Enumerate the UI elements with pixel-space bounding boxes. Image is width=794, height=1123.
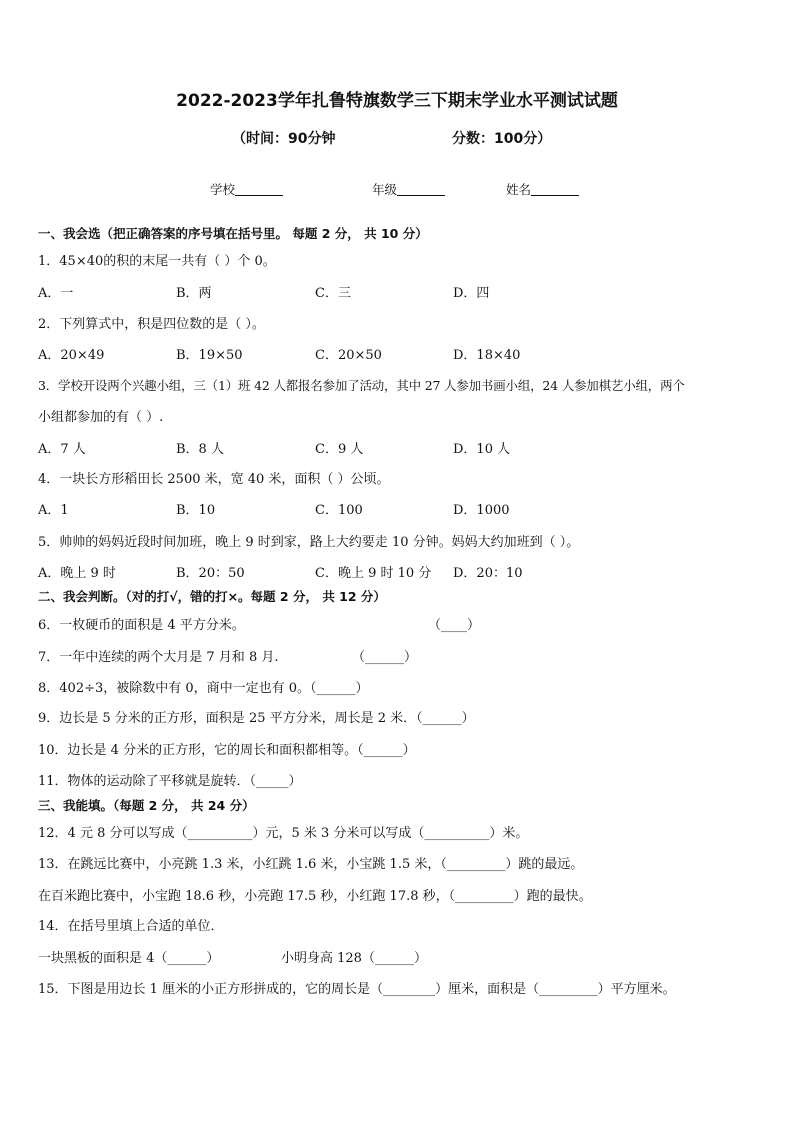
question-7-answer-blank[interactable]: （______）	[352, 650, 418, 665]
question-2: 2．下列算式中，积是四位数的是（ ）。	[38, 317, 265, 332]
q1-option-b: B．两	[176, 286, 212, 301]
section-2-heading: 二、我会判断。（对的打√，错的打×。每题 2 分， 共 12 分）	[38, 589, 386, 604]
name-field[interactable]	[506, 180, 579, 198]
q2-option-d: D．18×40	[453, 348, 521, 363]
question-14-part-a: 一块黑板的面积是 4（______）	[38, 951, 220, 966]
question-14: 14．在括号里填上合适的单位．	[38, 919, 224, 934]
q3-option-c: C．9 人	[315, 442, 364, 457]
q1-option-d: D．四	[453, 286, 490, 301]
q1-option-a: A．一	[38, 286, 74, 301]
q5-option-b: B．20：50	[176, 566, 245, 581]
q3-option-d: D．10 人	[453, 442, 511, 457]
school-field[interactable]	[210, 180, 283, 198]
q5-option-c: C．晚上 9 时 10 分	[315, 566, 432, 581]
page-title: 2022-2023学年扎鲁特旗数学三下期末学业水平测试试题	[176, 91, 618, 111]
q5-option-d: D．20：10	[453, 566, 523, 581]
question-6-answer-blank[interactable]: （____）	[428, 618, 481, 633]
question-7: 7．一年中连续的两个大月是 7 月和 8 月.	[38, 650, 279, 665]
name-blank[interactable]	[531, 183, 579, 196]
q3-option-b: B．8 人	[176, 442, 224, 457]
question-3-line-2: 小组都参加的有（ ）.	[38, 410, 164, 425]
question-10: 10．边长是 4 分米的正方形，它的周长和面积都相等。（______）	[38, 743, 416, 758]
question-8: 8．402÷3，被除数中有 0，商中一定也有 0。（______）	[38, 681, 369, 696]
question-1: 1．45×40的积的末尾一共有（ ）个 0。	[38, 254, 276, 269]
q2-option-c: C．20×50	[315, 348, 382, 363]
q2-option-a: A．20×49	[38, 348, 105, 363]
question-9: 9．边长是 5 分米的正方形，面积是 25 平方分米，周长是 2 米．（______）	[38, 711, 475, 726]
q4-option-a: A．1	[38, 503, 69, 518]
question-13-line-2: 在百米跑比赛中，小宝跑 18.6 秒，小亮跑 17.5 秒，小红跑 17.8 秒，（_________）跑的最快。	[38, 889, 592, 904]
question-11: 11．物体的运动除了平移就是旋转．（_____）	[38, 774, 302, 789]
exam-time: （时间：90分钟	[232, 131, 336, 147]
question-5: 5．帅帅的妈妈近段时间加班，晚上 9 时到家，路上大约要走 10 分钟。妈妈大约加班到（ ）。	[38, 535, 580, 550]
q3-option-a: A．7 人	[38, 442, 86, 457]
school-blank[interactable]	[235, 183, 283, 196]
school-label: 学校	[210, 182, 236, 197]
exam-score: 分数：100分）	[452, 131, 552, 147]
q1-option-c: C．三	[315, 286, 351, 301]
question-14-part-b: 小明身高 128（______）	[281, 951, 427, 966]
grade-blank[interactable]	[397, 183, 445, 196]
question-15: 15．下图是用边长 1 厘米的小正方形拼成的，它的周长是（________）厘米，面积是（_________）平方厘米。	[38, 982, 676, 997]
q2-option-b: B．19×50	[176, 348, 243, 363]
q4-option-c: C．100	[315, 503, 363, 518]
grade-label: 年级	[372, 182, 398, 197]
section-3-heading: 三、我能填。（每题 2 分， 共 24 分）	[38, 798, 255, 813]
q5-option-a: A．晚上 9 时	[38, 566, 116, 581]
question-3-line-1: 3．学校开设两个兴趣小组，三（1）班 42 人都报名参加了活动，其中 27 人参加书画小组，24 人参加棋艺小组，两个	[38, 378, 685, 393]
question-6: 6．一枚硬币的面积是 4 平方分米。	[38, 618, 245, 633]
question-12: 12．4 元 8 分可以写成（__________）元，5 米 3 分米可以写成（__________）米。	[38, 826, 529, 841]
q4-option-b: B．10	[176, 503, 216, 518]
name-label: 姓名	[506, 182, 532, 197]
question-4: 4．一块长方形稻田长 2500 米，宽 40 米，面积（ ）公顷。	[38, 472, 390, 487]
q4-option-d: D．1000	[453, 503, 510, 518]
question-13-line-1: 13．在跳远比赛中，小亮跳 1.3 米，小红跳 1.6 米，小宝跳 1.5 米，（_________）跳的最远。	[38, 857, 584, 872]
section-1-heading: 一、我会选（把正确答案的序号填在括号里。 每题 2 分， 共 10 分）	[38, 226, 428, 241]
grade-field[interactable]	[372, 180, 445, 198]
